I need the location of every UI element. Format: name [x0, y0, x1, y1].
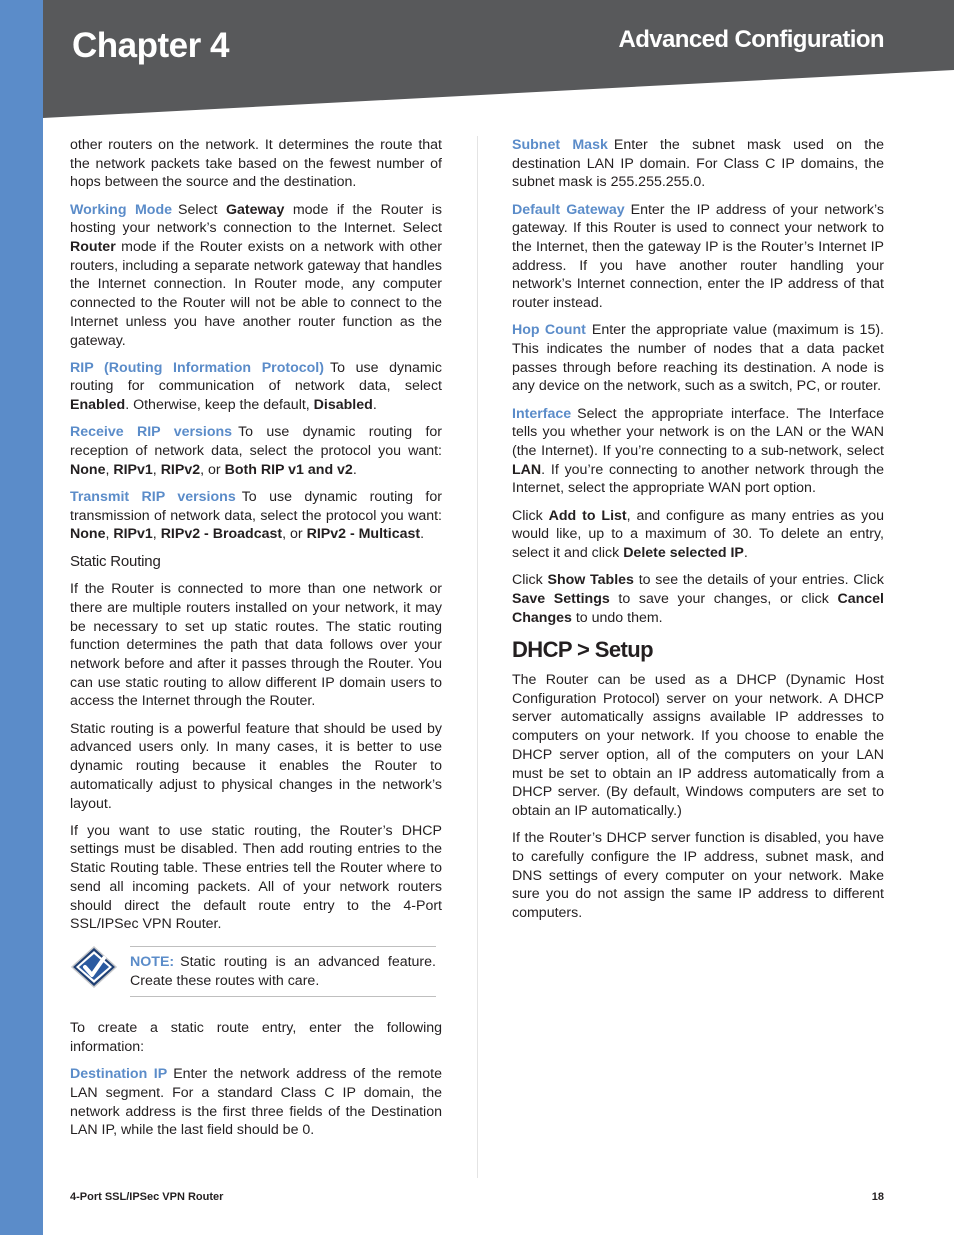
chapter-title: Chapter 4 — [72, 26, 229, 65]
term-label: Interface — [512, 405, 572, 422]
term-label: RIP (Routing Information Protocol) — [70, 359, 324, 376]
destination-ip-entry: Destination IP Enter the network address of the remote LAN segment. For a standard Class C IP domain, the network address is the first three fields of the Destination LAN IP, while the last field should be 0. — [70, 1066, 442, 1139]
footer-product-name: 4-Port SSL/IPSec VPN Router — [70, 1191, 224, 1203]
term-label: Working Mode — [70, 201, 173, 218]
checkmark-note-icon — [70, 945, 118, 989]
default-gateway-entry: Default Gateway Enter the IP address of your network’s gateway. If this Router is used to connect your network to the Internet, then the gateway IP is the Router’s Internet IP address. If you have another router handling your network’s Internet connection, enter the IP address of that router instead. — [512, 201, 884, 312]
dhcp-setup-heading: DHCP > Setup — [512, 637, 653, 663]
paragraph: Static routing is a powerful feature that should be used by advanced users only. In many cases, it is better to use dynamic routing because it enables the Router to automatically adjust to physical changes in the network’s layout. — [70, 720, 442, 812]
term-label: Default Gateway — [512, 201, 625, 218]
paragraph: If the Router’s DHCP server function is disabled, you have to carefully configure the IP address, subnet mask, and DNS settings of every computer on your network. Make sure you do not assign the same IP address to different computers. — [512, 830, 884, 922]
left-column — [70, 136, 442, 1149]
section-title: Advanced Configuration — [618, 26, 884, 53]
term-label: Receive RIP versions — [70, 424, 233, 441]
receive-rip-entry: Receive RIP versions To use dynamic routing for reception of network data, select the protocol you want: None, RIPv1, RIPv2, or Both RIP v1 and v2. — [70, 424, 443, 478]
rip-entry: RIP (Routing Information Protocol) To use dynamic routing for communication of network data, select Enabled. Otherwise, keep the default, Disabled. — [70, 359, 442, 414]
static-routing-heading: Static Routing — [70, 552, 161, 570]
sidebar-stripe — [0, 0, 43, 1235]
note-text: NOTE: Static routing is an advanced feature. Create these routes with care. — [130, 953, 436, 989]
show-tables-paragraph: Click Show Tables to see the details of your entries. Click Save Settings to save your changes, or click Cancel Changes to undo them. — [512, 572, 884, 626]
paragraph: If the Router is connected to more than one network or there are multiple routers installed on your network, it may be necessary to set up static routes. The static routing function determines the path that data follows over your network before and after it passes through the Router. You can use static routing to allow different IP domain users to access the Internet through the Router. — [70, 581, 442, 710]
interface-entry: Interface Select the appropriate interface. The Interface tells you whether your network is on the LAN or the WAN (the Internet). If you’re connecting to a sub-network, select LAN. If you’re connecting to another network through the Internet, select the appropriate WAN port option. — [512, 405, 884, 497]
working-mode-entry: Working Mode Select Gateway mode if the Router is hosting your network’s connection to the Internet. Select Router mode if the Router exists on a network with other routers, including a separate network gateway that handles the Internet connection. In Router mode, any computer connected to the Router will not be able to connect to the Internet unless you have another router function as the gateway. — [70, 201, 442, 349]
paragraph: The Router can be used as a DHCP (Dynamic Host Configuration Protocol) server on your network. A DHCP server automatically assigns available IP addresses to computers on your network. If you choose to enable the DHCP server option, all of the computers on your LAN must be set to obtain an IP address automatically from a DHCP server. (By default, Windows computers are set to obtain an IP automatically.) — [512, 672, 884, 819]
note-label: NOTE: — [130, 953, 175, 970]
subnet-mask-entry: Subnet Mask Enter the subnet mask used on the destination LAN IP domain. For Class C IP domains, the subnet mask is 255.255.255.0. — [512, 137, 884, 191]
add-to-list-paragraph: Click Add to List, and configure as many entries as you would like, up to a maximum of 30. To delete an entry, select it and click Delete selected IP. — [512, 507, 884, 562]
term-label: Subnet Mask — [512, 137, 608, 153]
column-divider — [477, 136, 478, 1178]
page-number: 18 — [871, 1191, 884, 1203]
transmit-rip-entry: Transmit RIP versions To use dynamic routing for transmission of network data, select the protocol you want: None, RIPv1, RIPv2 - Broadcast, or RIPv2 - Multicast. — [70, 488, 442, 543]
term-label: Transmit RIP versions — [70, 488, 236, 505]
paragraph: To create a static route entry, enter the following information: — [70, 1020, 442, 1056]
note-box — [130, 946, 436, 997]
hop-count-entry: Hop Count Enter the appropriate value (maximum is 15). This indicates the number of nodes that a data packet passes through before reaching its destination. A node is any device on the network, such as a switch, PC, or router. — [512, 322, 884, 395]
right-column — [512, 136, 884, 931]
paragraph: other routers on the network. It determines the route that the network packets take based on the fewest number of hops between the source and the destination. — [70, 137, 442, 191]
term-label: Hop Count — [512, 322, 586, 339]
term-label: Destination IP — [70, 1066, 168, 1083]
paragraph: If you want to use static routing, the Router’s DHCP settings must be disabled. Then add routing entries to the Static Routing table. These entries tell the Router where to send all incoming packets. All of your network routers should direct the default route entry to the 4-Port SSL/IPSec VPN Router. — [70, 822, 442, 933]
